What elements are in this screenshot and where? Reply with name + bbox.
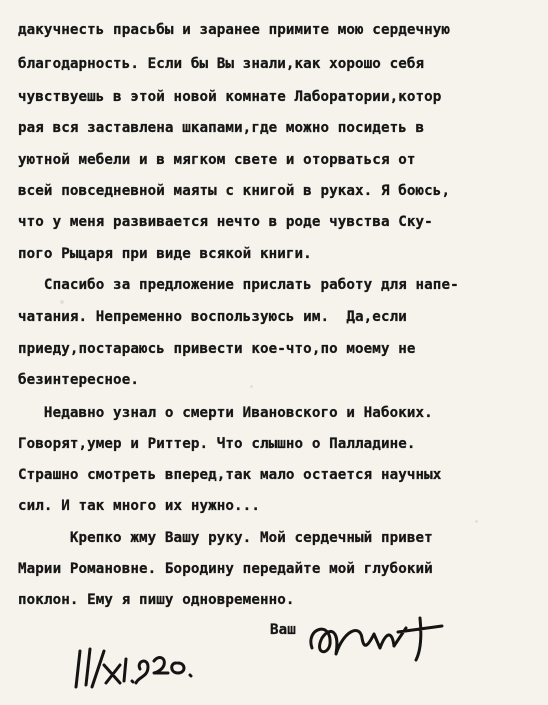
- ink-speck: [60, 300, 64, 304]
- letter-line-12: безинтересное.: [18, 372, 139, 388]
- letter-line-17: Крепко жму Вашу руку. Мой сердечный привет: [18, 530, 433, 546]
- ink-speck: [475, 520, 478, 523]
- letter-line-11: приеду,постараюсь привести кое-что,по моему не: [18, 341, 416, 357]
- letter-line-1: дакучнесть прасьбы и заранее примите мою сердечную: [18, 22, 451, 38]
- letter-line-10: чатания. Непременно воспользуюсь им. Да,если: [18, 309, 407, 325]
- letter-line-6: всей повседневной маяты с книгой в руках. Я боюсь,: [18, 183, 451, 199]
- ink-speck: [250, 385, 253, 388]
- letter-line-5: уютной мебели и в мягком свете и оторваться от: [18, 152, 416, 168]
- letter-line-3: чувствуешь в этой новой комнате Лаборатории,котор: [18, 89, 442, 105]
- letter-line-13: Недавно узнал о смерти Ивановского и Набоких.: [18, 405, 433, 421]
- letter-line-2: благодарность. Если бы Вы знали,как хорошо себя: [18, 56, 425, 72]
- letter-line-7: что у меня развивается нечто в роде чувства Ску-: [18, 214, 433, 230]
- letter-line-18: Марии Романовне. Бородину передайте мой глубокий: [18, 561, 433, 577]
- letter-line-19: поклон. Ему я пишу одновременно.: [18, 592, 295, 608]
- letter-line-15: Страшно смотреть вперед,так мало остается научных: [18, 467, 442, 483]
- letter-line-4: рая вся заставлена шкапами,где можно посидеть в: [18, 120, 425, 136]
- signature: [270, 608, 450, 668]
- letter-line-14: Говорят,умер и Риттер. Что слышно о Палладине.: [18, 436, 416, 452]
- closing-text: Ваш: [270, 622, 296, 638]
- letter-line-9: Спасибо за предложение прислать работу для напе-: [18, 277, 459, 293]
- handwritten-date: [70, 625, 210, 695]
- letter-line-16: сил. И так много их нужно...: [18, 498, 260, 514]
- letter-line-8: пого Рыцаря при виде всякой книги.: [18, 246, 312, 262]
